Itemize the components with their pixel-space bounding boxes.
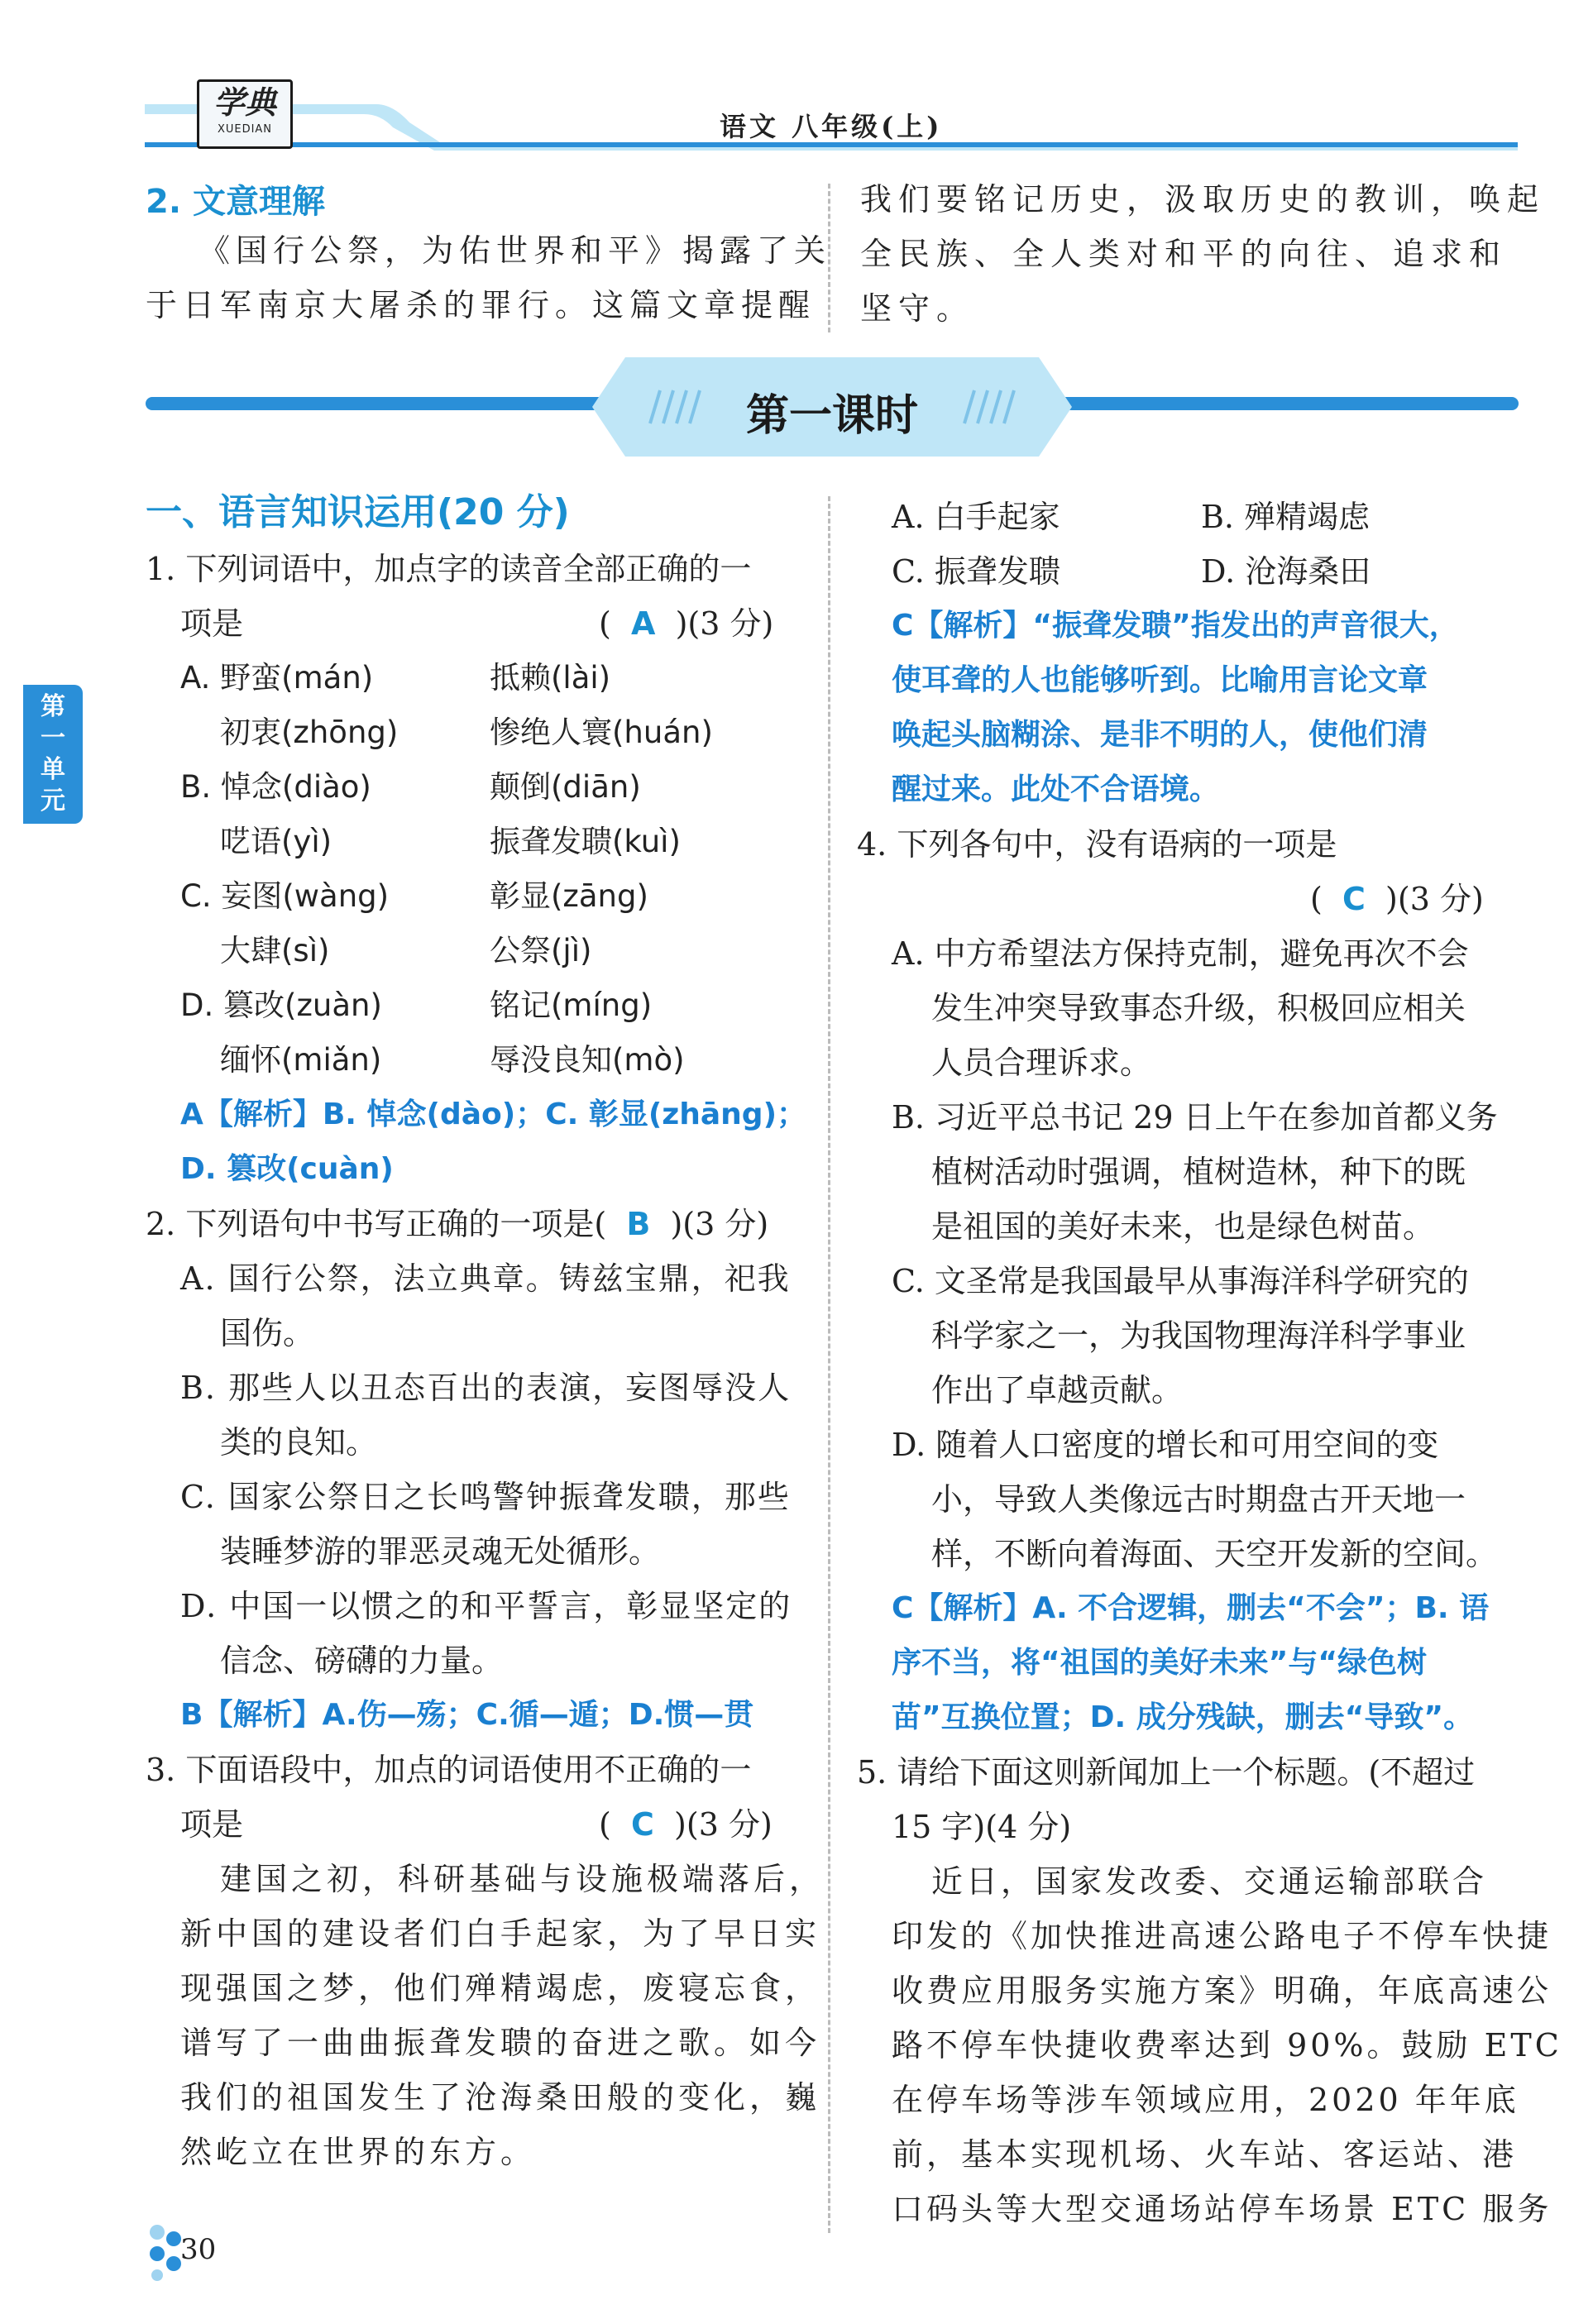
q1-option: 辱没良知(mò) (490, 1042, 685, 1078)
q4 (857, 817, 1519, 1745)
q4-option: 作出了卓越贡献。 (931, 1372, 1184, 1408)
q1-option: 呓语(yì) (220, 824, 332, 859)
q1-option: 初衷(zhōng) (220, 715, 399, 750)
q5 (857, 1745, 1562, 2236)
q2-option: A. 国行公祭，法立典章。铸兹宝鼎，祀我 (180, 1260, 791, 1297)
q1 (146, 542, 807, 1197)
left-column (146, 484, 825, 2179)
q3-analysis: C【解析】“振聋发聩”指发出的声音很大， (892, 609, 1459, 643)
q5-stem-2: 15 字)(4 分) (892, 1809, 1072, 1845)
q3-score: )(3 分) (674, 1806, 773, 1843)
q1-option-row (146, 1033, 807, 1088)
q4-option: B. 习近平总书记 29 日上午在参加首都义务 (892, 1099, 1498, 1136)
q2 (146, 1197, 807, 1743)
lesson-banner (146, 357, 1519, 457)
q1-option: B. 悼念(diào) (180, 769, 371, 805)
q1-option-row (146, 978, 807, 1033)
q3-analysis: 唤起头脑糊涂、是非不明的人，使他们清 (892, 718, 1428, 752)
q1-stem-2: 项是 (180, 605, 244, 642)
q4-analysis: 序不当，将“祖国的美好未来”与“绿色树 (892, 1646, 1427, 1680)
q2-option: B. 那些人以丑态百出的表演，妄图辱没人 (180, 1370, 792, 1406)
q1-option-row (146, 869, 807, 924)
lesson-title: 第一课时 (745, 391, 918, 441)
q1-option: 缅怀(miǎn) (220, 1042, 382, 1078)
q1-option: 振聋发聩(kuì) (490, 824, 681, 859)
q1-option-row (146, 705, 807, 760)
q4-option: 样，不断向着海面、天空开发新的空间。 (931, 1536, 1498, 1572)
q2-option: 国伤。 (220, 1315, 315, 1351)
q1-option-row (146, 815, 807, 869)
q4-option: 小，导致人类像远古时期盘古开天地一 (931, 1481, 1466, 1518)
q3-stem-2: 项是 (180, 1806, 244, 1843)
section-heading: 一、语言知识运用(20 分) (146, 491, 570, 533)
q1-score: )(3 分) (675, 605, 774, 642)
q5-stem: 5. 请给下面这则新闻加上一个标题。(不超过 (857, 1754, 1476, 1791)
q1-option: 大肆(sì) (220, 933, 330, 968)
q4-score: )(3 分) (1385, 881, 1484, 917)
intro-right (860, 172, 1546, 336)
column-divider (828, 184, 830, 332)
logo-text: 学典 (213, 84, 276, 121)
q4-analysis: 苗”互换位置；D. 成分残缺，删去“导致”。 (892, 1700, 1474, 1734)
q3-option: B. 殚精竭虑 (1201, 499, 1371, 535)
q4-option: D. 随着人口密度的增长和可用空间的变 (892, 1427, 1439, 1463)
header (0, 0, 1593, 165)
q4-option: 科学家之一，为我国物理海洋科学事业 (931, 1317, 1466, 1354)
q3-passage-line: 然屹立在世界的东方。 (180, 2134, 537, 2170)
unit-side-tab (23, 685, 83, 824)
q1-option-row (146, 760, 807, 815)
q1-option: 惨绝人寰(huán) (490, 715, 713, 750)
intro-right-line: 全民族、全人类对和平的向往、追求和 (860, 236, 1508, 272)
q1-option: 铭记(míng) (490, 987, 653, 1023)
q2-stem-line (146, 1197, 807, 1251)
q2-answer: B (626, 1206, 651, 1242)
logo (197, 79, 293, 149)
q5-passage-line: 在停车场等涉车领域应用，2020 年年底 (892, 2082, 1519, 2118)
q3-option-row (857, 490, 1519, 544)
q5-passage-line: 收费应用服务实施方案》明确，年底高速公 (892, 1973, 1552, 2009)
header-subject: 语文 八年级(上) (720, 111, 943, 142)
q4-option: A. 中方希望法方保持克制，避免再次不会 (892, 935, 1469, 972)
q1-option-row (146, 924, 807, 978)
q1-option: 颠倒(diān) (490, 769, 641, 805)
page-number: 30 (180, 2233, 217, 2266)
q3-analysis: 使耳聋的人也能够听到。比喻用言论文章 (892, 663, 1428, 697)
q3-passage-line: 谱写了一曲曲振聋发聩的奋进之歌。如今 (180, 2025, 821, 2061)
q3-passage-line: 现强国之梦，他们殚精竭虑，废寝忘食， (180, 1970, 821, 2006)
intro-right-line: 坚守。 (860, 290, 975, 327)
q1-answer: A (630, 605, 656, 642)
q1-option: D. 篡改(zuàn) (180, 987, 382, 1023)
q4-option: 人员合理诉求。 (931, 1045, 1152, 1081)
q3 (146, 1743, 825, 2179)
side-tab-label: 第一单元 (41, 692, 65, 815)
q3-option-row (857, 544, 1519, 599)
q2-stem: 2. 下列语句中书写正确的一项是( (146, 1206, 607, 1242)
q4-analysis: C【解析】A. 不合逻辑，删去“不会”；B. 语 (892, 1591, 1490, 1625)
q5-passage-line: 前，基本实现机场、火车站、客运站、港 (892, 2136, 1518, 2173)
q1-option: 抵赖(lài) (490, 660, 611, 696)
q2-option: D. 中国一以惯之的和平誓言，彰显坚定的 (180, 1588, 792, 1624)
q3-answer: C (630, 1806, 654, 1843)
q1-option: C. 妄图(wàng) (180, 878, 390, 914)
q1-option: A. 野蛮(mán) (180, 660, 374, 696)
q1-analysis: D. 篡改(cuàn) (180, 1152, 394, 1186)
intro-right-line: 我们要铭记历史，汲取历史的教训，唤起 (860, 181, 1546, 218)
q3-passage-line: 我们的祖国发生了沧海桑田般的变化，巍 (180, 2079, 821, 2116)
q2-score: )(3 分) (670, 1206, 769, 1242)
q3-passage (146, 1852, 825, 2179)
q4-option: 发生冲突导致事态升级，积极回应相关 (931, 990, 1466, 1026)
q3-option: C. 振聋发聩 (892, 553, 1060, 590)
q3-analysis: 醒过来。此处不合语境。 (892, 772, 1220, 806)
q4-option: 是祖国的美好未来，也是绿色树苗。 (931, 1208, 1435, 1245)
q5-passage-line: 路不停车快捷收费率达到 90%。鼓励 ETC (892, 2027, 1562, 2063)
q3-option: A. 白手起家 (892, 499, 1060, 535)
q5-passage-line: 近日，国家发改委、交通运输部联合 (931, 1863, 1488, 1900)
q1-option: 彰显(zāng) (490, 878, 648, 914)
intro-left-line: 《国行公祭，为佑世界和平》揭露了关 (199, 232, 832, 269)
q1-option: 公祭(jì) (490, 933, 592, 968)
q3-passage-line: 建国之初，科研基础与设施极端落后， (220, 1861, 825, 1897)
q4-option: 植树活动时强调，植树造林，种下的既 (931, 1154, 1466, 1190)
q5-passage (857, 1854, 1562, 2236)
q2-option: C. 国家公祭日之长鸣警钟振聋发聩，那些 (180, 1479, 791, 1515)
main-column-divider (828, 496, 830, 2233)
q4-stem: 4. 下列各句中，没有语病的一项是 (857, 826, 1337, 863)
q3-stem: 3. 下面语段中，加点的词语使用不正确的一 (146, 1752, 752, 1788)
q3-option: D. 沧海桑田 (1201, 553, 1371, 590)
logo-sub: XUEDIAN (217, 123, 273, 136)
q5-passage-line: 口码头等大型交通场站停车场景 ETC 服务 (892, 2191, 1552, 2227)
q3-answer-bracket: ( C )(3 分) (599, 1806, 773, 1843)
q2-option: 类的良知。 (220, 1424, 378, 1461)
q4-option: C. 文圣常是我国最早从事海洋科学研究的 (892, 1263, 1469, 1299)
q4-answer: C (1342, 881, 1366, 917)
q3-options (857, 490, 1519, 817)
intro-left-line: 于日军南京大屠杀的罪行。这篇文章提醒 (146, 287, 816, 323)
q2-option: 信念、磅礴的力量。 (220, 1643, 504, 1679)
right-column (857, 490, 1562, 2236)
q4-answer-bracket: ( C )(3 分) (1310, 881, 1484, 917)
q2-option: 装睡梦游的罪恶灵魂无处循形。 (220, 1533, 661, 1570)
q1-stem: 1. 下列词语中，加点字的读音全部正确的一 (146, 551, 752, 587)
q5-passage-line: 印发的《加快推进高速公路电子不停车快捷 (892, 1918, 1552, 1954)
q1-option-row (146, 651, 807, 705)
q4-answer-line (857, 872, 1519, 926)
q1-analysis: A【解析】B. 悼念(dào)；C. 彰显(zhāng)； (180, 1097, 807, 1131)
q1-stem-line2 (146, 596, 807, 651)
intro-heading: 2. 文意理解 (146, 183, 325, 221)
q3-passage-line: 新中国的建设者们白手起家，为了早日实 (180, 1915, 821, 1952)
q2-analysis: B【解析】A.伤—殇；C.循—遁；D.惯—贯 (180, 1698, 754, 1732)
q3-stem-line2 (146, 1797, 807, 1852)
intro-left (146, 223, 832, 332)
q1-answer-bracket: ( A )(3 分) (599, 605, 774, 642)
